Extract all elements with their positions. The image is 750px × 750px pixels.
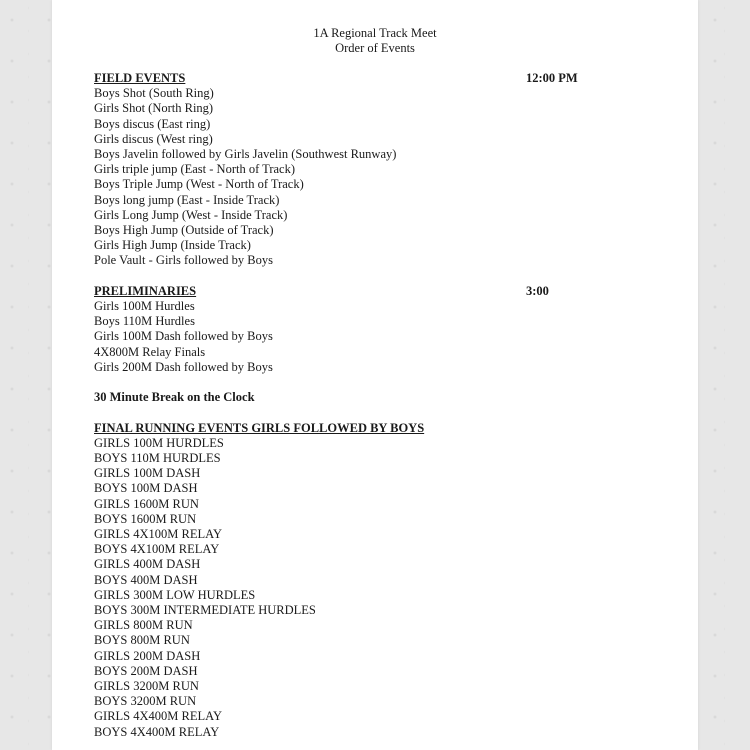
spacer <box>94 405 654 420</box>
list-item: BOYS 3200M RUN <box>94 694 197 709</box>
list-item: GIRLS 400M DASH <box>94 557 201 572</box>
list-item: Boys long jump (East - Inside Track) <box>94 192 280 207</box>
final-running-heading-row <box>94 421 654 436</box>
list-item: GIRLS 4X100M RELAY <box>94 527 223 542</box>
list-item: Girls 100M Hurdles <box>94 299 195 314</box>
field-events-heading: FIELD EVENTS <box>94 71 186 85</box>
list-item: GIRLS 300M LOW HURDLES <box>94 587 256 602</box>
list-item: BOYS 4X400M RELAY <box>94 724 220 739</box>
list-item: Boys Javelin followed by Girls Javelin (Southwest Runway) <box>94 147 397 162</box>
list-item: Boys Triple Jump (West - North of Track) <box>94 177 304 192</box>
list-item: GIRLS 3200M RUN <box>94 679 199 694</box>
list-item: GIRLS 4X400M RELAY <box>94 709 223 724</box>
list-item: Girls 100M Dash followed by Boys <box>94 329 273 344</box>
list-item: BOYS 300M INTERMEDIATE HURDLES <box>94 603 316 618</box>
document-subtitle: Order of Events <box>335 41 415 55</box>
list-item: 4X800M Relay Finals <box>94 344 206 359</box>
list-item: Boys discus (East ring) <box>94 116 211 131</box>
list-item: Pole Vault - Girls followed by Boys <box>94 253 273 268</box>
list-item: BOYS 100M DASH <box>94 481 198 496</box>
spacer <box>94 269 654 284</box>
list-item: GIRLS 200M DASH <box>94 648 201 663</box>
spacer <box>94 375 654 390</box>
list-item: BOYS 200M DASH <box>94 663 198 678</box>
list-item: BOYS 1600M RUN <box>94 511 197 526</box>
list-item: BOYS 110M HURDLES <box>94 451 221 466</box>
preliminaries-heading-row <box>94 284 654 299</box>
preliminaries-time: 3:00 <box>526 283 549 298</box>
list-item: Boys Shot (South Ring) <box>94 86 214 101</box>
list-item: Girls Long Jump (West - Inside Track) <box>94 207 288 222</box>
preliminaries-list <box>94 299 654 375</box>
preliminaries-heading: PRELIMINARIES <box>94 283 197 298</box>
list-item: Boys High Jump (Outside of Track) <box>94 223 274 238</box>
list-item: GIRLS 800M RUN <box>94 618 193 633</box>
document-title: 1A Regional Track Meet <box>313 26 437 40</box>
final-running-heading: FINAL RUNNING EVENTS GIRLS FOLLOWED BY BOYS <box>94 420 425 435</box>
final-running-list <box>94 436 654 740</box>
list-item: Girls 200M Dash followed by Boys <box>94 359 273 374</box>
field-events-heading-row <box>94 71 654 86</box>
document-body <box>94 71 654 740</box>
list-item: BOYS 4X100M RELAY <box>94 542 220 557</box>
document-page <box>52 0 698 750</box>
field-events-list <box>94 86 654 268</box>
list-item: GIRLS 1600M RUN <box>94 496 199 511</box>
list-item: GIRLS 100M DASH <box>94 466 201 481</box>
list-item: Boys 110M Hurdles <box>94 314 195 329</box>
list-item: Girls triple jump (East - North of Track) <box>94 162 296 177</box>
list-item: BOYS 400M DASH <box>94 572 198 587</box>
field-events-time: 12:00 PM <box>526 71 578 85</box>
break-note: 30 Minute Break on the Clock <box>94 390 255 405</box>
list-item: Girls discus (West ring) <box>94 131 213 146</box>
list-item: BOYS 800M RUN <box>94 633 190 648</box>
document-header <box>52 26 698 56</box>
list-item: Girls High Jump (Inside Track) <box>94 238 251 253</box>
list-item: Girls Shot (North Ring) <box>94 101 214 116</box>
list-item: GIRLS 100M HURDLES <box>94 435 224 450</box>
